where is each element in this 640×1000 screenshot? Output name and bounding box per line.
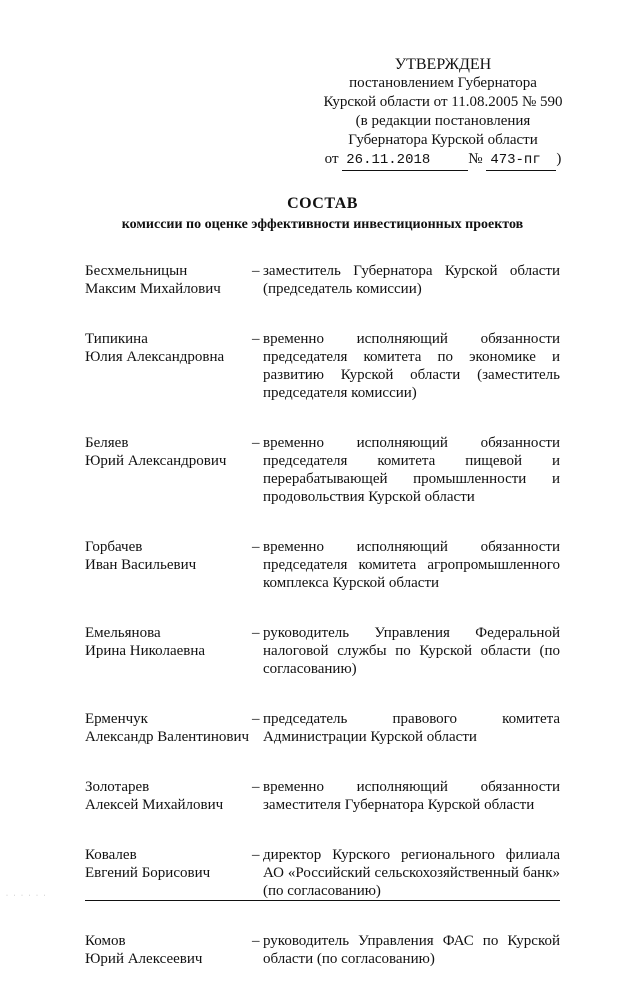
list-item	[85, 262, 560, 298]
member-role: заместитель Губернатора Курской области (председатель комиссии)	[263, 263, 560, 297]
member-name	[85, 846, 252, 900]
member-name	[85, 330, 252, 402]
list-item	[85, 624, 560, 678]
member-role: директор Курского регионального филиала АО «Российский сельскохозяйственный банк» (по согласованию)	[263, 847, 560, 899]
number-label: №	[468, 151, 483, 167]
member-given-names: Иван Васильевич	[85, 557, 197, 573]
list-item	[85, 778, 560, 814]
list-item	[85, 846, 560, 900]
list-item	[85, 710, 560, 746]
member-dash: –	[252, 847, 260, 863]
member-dash: –	[252, 625, 260, 641]
member-given-names: Евгений Борисович	[85, 865, 211, 881]
member-given-names: Юлия Александровна	[85, 349, 225, 365]
member-dash: –	[252, 331, 260, 347]
member-name	[85, 538, 252, 592]
close-paren: )	[556, 151, 562, 167]
member-role: временно исполняющий обязанности председателя комитета агропромышленного комплекса Курской области	[263, 539, 560, 591]
member-surname: Ковалев	[85, 847, 137, 863]
member-given-names: Ирина Николаевна	[85, 643, 206, 659]
member-name	[85, 710, 252, 746]
member-role: временно исполняющий обязанности заместителя Губернатора Курской области	[263, 779, 560, 813]
member-name	[85, 778, 252, 814]
member-given-names: Максим Михайлович	[85, 281, 221, 297]
approval-block	[318, 55, 568, 171]
member-surname: Беляев	[85, 435, 129, 451]
approval-stamp: УТВЕРЖДЕН	[394, 56, 492, 73]
list-item	[85, 932, 560, 968]
title-main: СОСТАВ	[287, 195, 358, 212]
member-name	[85, 434, 252, 506]
member-dash: –	[252, 933, 260, 949]
bottom-divider	[85, 900, 560, 901]
approval-line-1: постановлением Губернатора	[349, 75, 537, 91]
member-dash: –	[252, 711, 260, 727]
member-given-names: Юрий Александрович	[85, 453, 227, 469]
approval-line-4: Губернатора Курской области	[348, 132, 538, 148]
member-given-names: Юрий Алексеевич	[85, 951, 203, 967]
document-title	[85, 193, 560, 235]
approval-date: 26.11.2018	[342, 151, 468, 171]
title-sub: комиссии по оценке эффективности инвестиционных проектов	[121, 217, 524, 232]
member-dash: –	[252, 539, 260, 555]
member-dash: –	[252, 263, 260, 279]
member-role: временно исполняющий обязанности председателя комитета пищевой и перерабатывающей промышленности и продовольствия Курской области	[263, 435, 560, 505]
member-name	[85, 262, 252, 298]
list-item	[85, 330, 560, 402]
approval-number: 473-пг	[486, 151, 556, 171]
approval-line-3: (в редакции постановления	[355, 113, 531, 129]
member-dash: –	[252, 435, 260, 451]
member-surname: Ерменчук	[85, 711, 148, 727]
approval-date-line	[318, 150, 568, 171]
approval-line-2: Курской области от 11.08.2005 № 590	[323, 94, 563, 110]
member-surname: Горбачев	[85, 539, 143, 555]
member-dash: –	[252, 779, 260, 795]
member-surname: Емельянова	[85, 625, 161, 641]
member-name	[85, 932, 252, 968]
list-item	[85, 434, 560, 506]
scan-marks: · · · · · ·	[6, 893, 48, 899]
members-list	[85, 262, 560, 1000]
member-surname: Бесхмельницын	[85, 263, 188, 279]
member-given-names: Алексей Михайлович	[85, 797, 224, 813]
member-role: председатель правового комитета Администрации Курской области	[263, 711, 560, 745]
member-role: руководитель Управления ФАС по Курской области (по согласованию)	[263, 933, 560, 967]
list-item	[85, 538, 560, 592]
member-surname: Типикина	[85, 331, 148, 347]
member-given-names: Александр Валентинович	[85, 729, 250, 745]
member-surname: Комов	[85, 933, 126, 949]
member-surname: Золотарев	[85, 779, 150, 795]
member-role: руководитель Управления Федеральной налоговой службы по Курской области (по согласованию)	[263, 625, 560, 677]
member-role: временно исполняющий обязанности председателя комитета по экономике и развитию Курской области (заместитель председателя комиссии)	[263, 331, 560, 401]
from-label: от	[324, 151, 339, 167]
member-name	[85, 624, 252, 678]
